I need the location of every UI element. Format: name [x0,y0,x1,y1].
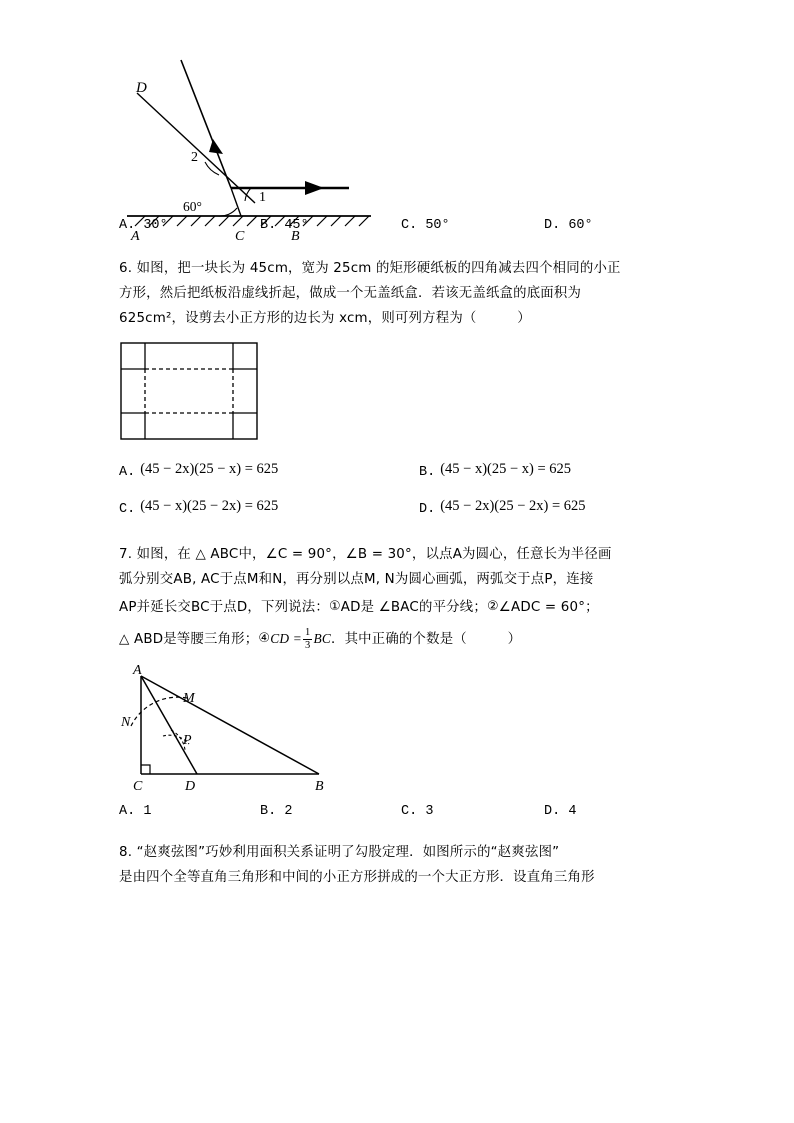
question-7-line-4 [119,626,677,652]
question-8-line-2: 是由四个全等直角三角形和中间的小正方形拼成的一个大正方形．设直角三角形 [119,870,595,885]
item-1-text: AD是 ∠BAC的平分线； [340,600,487,615]
option-d-label: D. [544,804,561,819]
question-6-line-1: 6. 如图，把一块长为 45cm，宽为 25cm 的矩形硬纸板的四角减去四个相同的小正 [119,261,621,276]
fraction-numerator: 1 [305,627,311,639]
label-m: M [183,691,195,706]
option-d-formula: (45 − 2x)(25 − 2x) = 625 [440,498,586,514]
item-3-text: △ ABD是等腰三角形； [119,632,259,647]
question-8-stem [119,840,677,890]
option-b-label: B. [419,465,436,480]
label-n: N [121,715,131,730]
option-b-formula: (45 − x)(25 − x) = 625 [440,461,572,477]
item-4-marker: ④ [258,631,271,646]
question-6-options [119,460,677,534]
option-c-value: 3 [425,804,434,819]
option-d-value: 60° [568,218,593,233]
option-a-value: 1 [143,804,152,819]
label-a: A [131,229,140,244]
option-b-value: 45° [284,218,309,233]
question-7-stem [119,542,677,652]
question-7-line-3 [119,594,677,620]
option-b[interactable] [260,218,309,233]
option-c-label: C. [119,502,136,517]
option-a-value: 30° [143,218,168,233]
rectangle-cardboard-svg [119,340,319,450]
label-c: C [133,779,143,794]
label-angle-2: 2 [191,150,198,165]
fraction-denominator: 3 [305,639,311,651]
option-d-label: D. [544,218,561,233]
option-d[interactable] [544,218,593,233]
question-7-line-1: 7. 如图，在 △ ABC中，∠C = 90°，∠B = 30°，以点A为圆心，任意长为半径画 [119,547,612,562]
label-a: A [133,663,142,678]
question-7-options-row [119,804,677,836]
question-5-options-row [119,218,677,252]
item-4-lhs: CD = [270,631,303,646]
label-b: B [315,779,324,794]
question-7-line-2: 弧分别交AB, AC于点M和N，再分别以点M, N为圆心画弧，两弧交于点P，连接 [119,572,594,587]
option-c-value: 50° [425,218,450,233]
option-d-label: D. [419,502,436,517]
label-d: D [136,80,147,96]
item-2-marker: ② [486,599,499,614]
label-angle-1: 1 [259,190,266,205]
question-6-options-row-2 [119,497,677,534]
option-a[interactable] [119,804,151,819]
label-p: P [183,733,192,748]
option-b-label: B. [260,218,277,233]
option-a-formula: (45 − 2x)(25 − x) = 625 [140,461,279,477]
question-7-line-4-tail: ．其中正确的个数是（ ） [330,632,522,647]
item-4-rhs: BC [313,631,331,646]
option-c[interactable] [119,497,278,517]
option-c[interactable] [401,218,450,233]
question-6-line-3: 625cm²，设剪去小正方形的边长为 xcm，则可列方程为（ ） [119,311,531,326]
option-c-formula: (45 − x)(25 − 2x) = 625 [140,498,279,514]
option-a-label: A. [119,465,136,480]
label-d: D [185,779,196,794]
triangle-bisector-svg [119,664,379,804]
content-column [119,36,677,890]
figure-triangle [119,664,677,804]
option-b-label: B. [260,804,277,819]
option-a[interactable] [119,460,278,480]
question-8-line-1: 8. “赵爽弦图”巧妙利用面积关系证明了勾股定理．如图所示的“赵爽弦图” [119,845,560,860]
label-b: B [291,229,300,244]
question-7-line-3-lead: AP并延长交BC于点D，下列说法： [119,600,329,615]
label-angle-60: 60° [183,199,202,214]
option-b-value: 2 [284,804,293,819]
option-b[interactable] [419,460,571,480]
option-c-label: C. [401,218,418,233]
fraction-one-third [303,627,312,651]
label-c: C [235,229,245,244]
question-6-line-2: 方形，然后把纸板沿虚线折起，做成一个无盖纸盒．若该无盖纸盒的底面积为 [119,286,582,301]
option-d[interactable] [544,804,576,819]
option-c-label: C. [401,804,418,819]
option-d[interactable] [419,497,586,517]
question-6-stem [119,256,677,331]
item-1-marker: ① [328,599,341,614]
option-d-value: 4 [568,804,577,819]
option-b[interactable] [260,804,292,819]
question-6-options-row-1 [119,460,677,497]
option-a-label: A. [119,804,136,819]
item-2-text: ∠ADC = 60°； [498,600,599,615]
option-c[interactable] [401,804,433,819]
option-a[interactable] [119,218,168,233]
option-a-label: A. [119,218,136,233]
figure-cardboard [119,340,677,458]
